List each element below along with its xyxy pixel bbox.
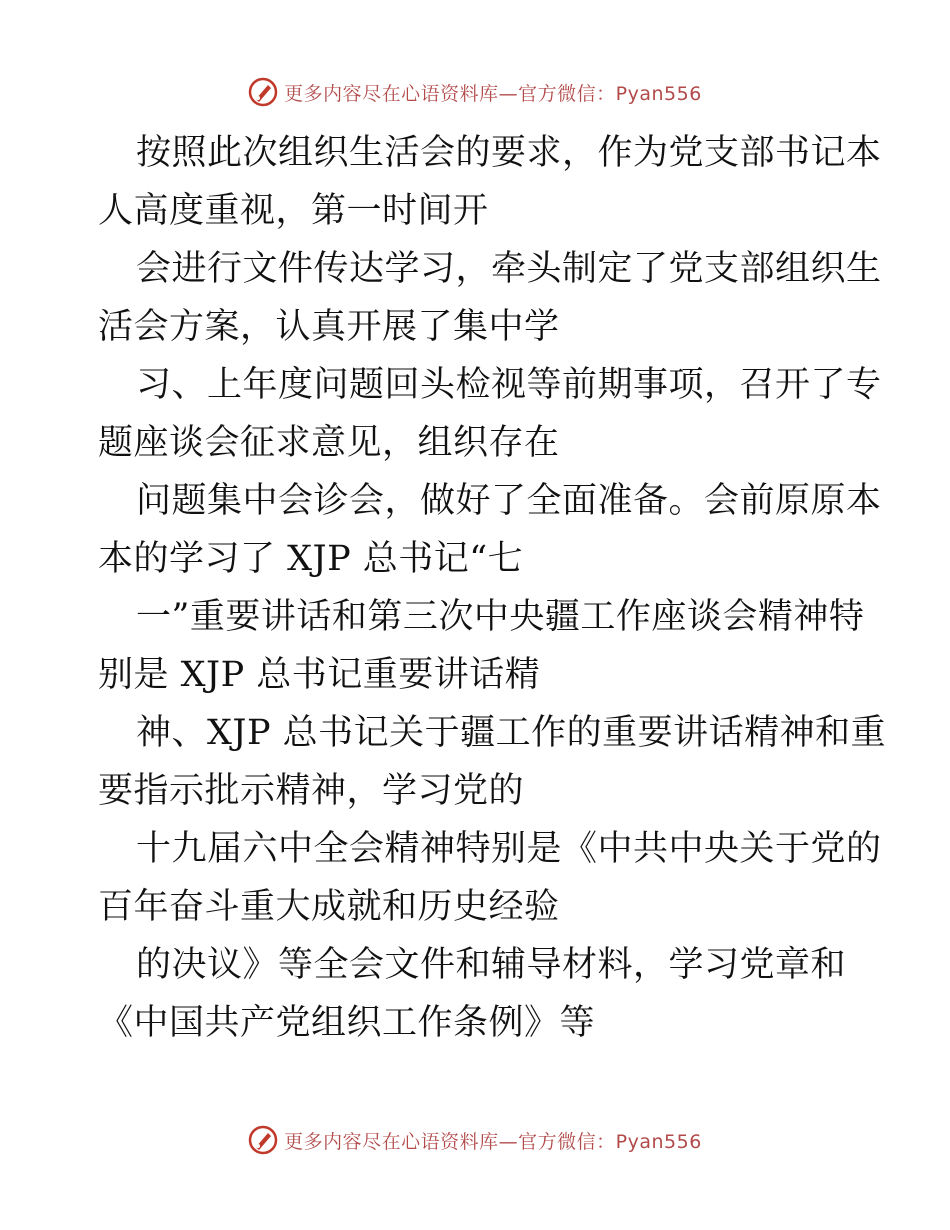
paragraph-line: 百年奋斗重大成就和历史经验 — [98, 887, 560, 927]
paragraph-line: 按照此次组织生活会的要求，作为党支部书记本 — [136, 133, 882, 173]
footer-banner — [0, 1120, 950, 1160]
paragraph-line: 十九届六中全会精神特别是《中共中央关于党的 — [136, 829, 882, 869]
paragraph-line: 别是 XJP 总书记重要讲话精 — [98, 655, 541, 695]
paragraph-line: 习、上年度问题回头检视等前期事项，召开了专 — [136, 365, 882, 405]
document-body — [98, 124, 887, 1052]
paragraph-line: 要指示批示精神，学习党的 — [98, 771, 525, 811]
paragraph-line: 会进行文件传达学习，牵头制定了党支部组织生 — [136, 249, 882, 289]
footer-banner-text — [284, 1127, 702, 1154]
header-banner-handle: Pyan556 — [615, 82, 702, 105]
paragraph-line: 神、XJP 总书记关于疆工作的重要讲话精神和重 — [136, 713, 887, 753]
paragraph-line: 人高度重视，第一时间开 — [98, 191, 489, 231]
paragraph-line: 一”重要讲话和第三次中央疆工作座谈会精神特 — [136, 597, 865, 637]
paragraph-line: 活会方案，认真开展了集中学 — [98, 307, 560, 347]
paragraph-line: 《中国共产党组织工作条例》等 — [98, 1003, 596, 1043]
paragraph-line: 的决议》等全会文件和辅导材料，学习党章和 — [136, 945, 847, 985]
footer-banner-label: 更多内容尽在心语资料库—官方微信： — [284, 1130, 616, 1153]
header-banner-label: 更多内容尽在心语资料库—官方微信： — [284, 82, 616, 105]
paragraph-line: 题座谈会征求意见，组织存在 — [98, 423, 560, 463]
pen-logo-icon — [248, 1125, 278, 1155]
footer-banner-handle: Pyan556 — [615, 1130, 702, 1153]
paragraph-line: 问题集中会诊会，做好了全面准备。会前原原本 — [136, 481, 882, 521]
paragraph-line: 本的学习了 XJP 总书记“七 — [98, 539, 524, 579]
header-banner-text — [284, 79, 702, 106]
pen-logo-icon — [248, 77, 278, 107]
header-banner — [0, 72, 950, 112]
